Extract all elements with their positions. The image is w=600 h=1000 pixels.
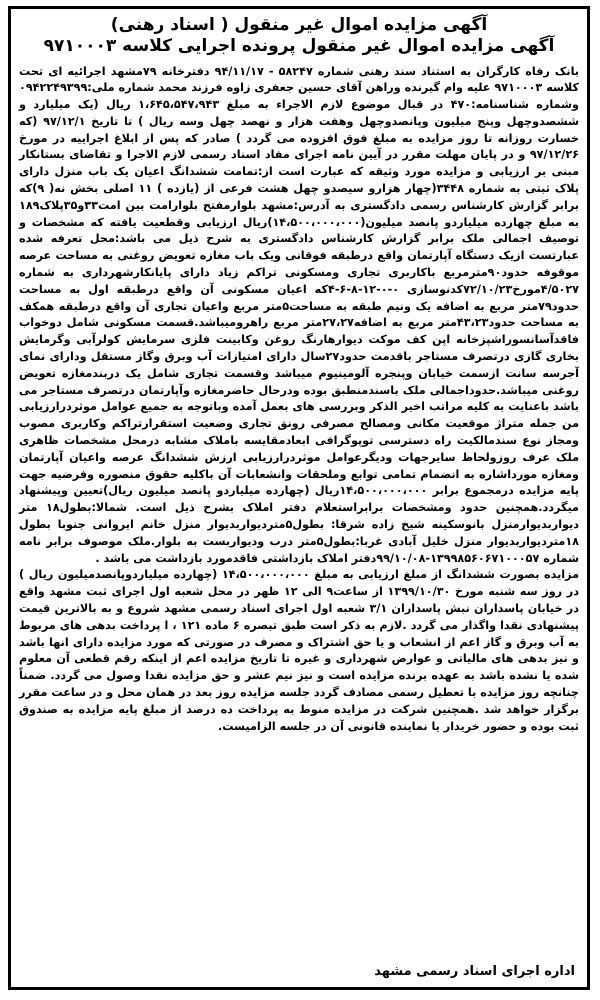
notice-box (8, 6, 590, 990)
notice-title-line-1: آگهی مزایده اموال غیر منقول ( اسناد رهنی) (110, 15, 488, 35)
notice-issuer: اداره اجرای اسناد رسمی مشهد (374, 964, 575, 979)
notice-paragraph-2: مزایده بصورت ششدانگ از مبلغ ارزیابی به مبلغ ۱۴،۵۰۰،۰۰۰،۰۰۰ (چهارده میلیاردوپانصدمیلیون ریال ) در روز سه شنبه مورخ ۱۳۹۹/۱۰/۳۰ از ساعت۹ الی ۱۲ ظهر در محل شعبه اول اجرای ثبت مشهد واقع در خیابان پاسداران نبش پاسداران ۳/۱ شعبه اول اجرای اسناد رسمی مشهد شروع و به بالاترین قیمت پیشنهادی نقدا واگذار می گردد .لازم به ذکر است طبق تبصره ۶ ماده ۱۲۱ ، ا پرداخت بدهی های مربوط به آب وبرق و گاز اعم از انشعاب و یا حق اشتراک و مصرف در صورتی که مورد مزایده دارای انها باشد و نیز بدهی های مالیاتی و عوارض شهرداری و غیره تا تاریخ مزایده اعم از اینکه رقم قطعی آن معلوم شده یا نشده باشد به عهده برنده مزایده است و نیز نیم عشر و حق مزایده نقدا وصول می گردد. ضمناً چنانچه روز مزایده با تعطیل رسمی مصادف گردد جلسه مزایده روز بعد در همان محل و در ساعت مقرر برگزار خواهد شد .همچنین شرکت در مزایده منوط به پرداخت ده درصد از مبلغ پایه مزایده به صندوق ثبت بوده و حضور خریدار یا نماینده قانونی آن در جلسه الزامیست. (19, 568, 579, 733)
notice-title-line-2: آگهی مزایده اموال غیر منقول پرونده اجرایی کلاسه ۹۷۱۰۰۰۳ (43, 36, 555, 57)
notice-paragraph-1: بانک رفاه کارگران به استناد سند رهنی شماره ۵۸۲۴۷ - ۹۴/۱۱/۱۷ دفترخانه ۷۹مشهد اجرائیه ای تحت کلاسه ۹۷۱۰۰۰۳ علیه وام گیرنده وراهن آقای حسین جعفری زاوه فرزند محمد شماره ملی:۰۹۴۲۲۴۹۳۹۹ وشماره شناسنامه:۴۷۰ در قبال موضوع لازم الاجراء به مبلغ ۱،۶۴۵،۵۴۷،۹۴۳ ریال (یک میلیارد و ششصدوچهل وپنج میلیون وپانصدوچهل وهفت هزار و نهصد چهل وسه ریال ) تا تاریخ ۹۷/۱۲/۱ (که خسارت روزانه تا روز مزایده به مبلغ فوق افزوده می گردد ) صادر که پس از ابلاغ اجراییه در مورخ ۹۷/۱۲/۲۶ و در پایان مهلت مقرر در آیین نامه اجرای مفاد اسناد رسمی لازم الاجرا و تقاضای بستانکار مبنی بر ارزیابی و مزایده مورد وثیقه که عبارت است از:تمامت ششدانگ اعیان یک باب منزل دارای پلاک ثبتی به شماره ۳۴۴۸(چهار هزارو سیصدو چهل هشت فرعی از (یازده ) ۱۱ اصلی بخش نه( ۹)که برابر گزارش کارشناس رسمی دادگستری به آدرس:مشهد بلوارمفتح بلوارامت بین امت۳۳و۳۵پلاک۱۸۹ به مبلغ چهارده میلیاردو پانصد میلیون(۱۴،۵۰۰،۰۰۰،۰۰۰)ریال ارزیابی وقطعیت یافته که مشخصات و توصیف اجمالی ملک برابر گزارش کارشناس دادگستری به شرح ذیل می باشد:محل تعرفه شده عبارتست ازیک دستگاه آپارتمان واقع درطبقه فوقانی ویک باب مغازه تعویض روغنی به مساحت عرصه موقوفه حدود۹۰مترمربع باکاربری تجاری ومسکونی تراکم زیاد دارای پایانکارشهرداری به شماره ۴/۵۰۲۷مورخ۷۲/۱۰/۲۳کدنوسازی ۰-۰-۱۲-۸-۶-۴که اعیان مسکونی آن واقع درطبقه اول به مساحت حدود۷۹متر مربع به اضافه یک ونیم طبقه به مساحت۵متر مربع واعیان تجاری آن واقع درطبقه همکف به مساحت حدود۴۳،۲۳متر مربع به اضافه۲۷،۲۷متر مربع راهرومیباشد.قسمت مسکونی شامل دوخواب فاقدآسانسوراشپزخانه اپن کف موکت دیوارهارنگ روغن وکابینت فلزی سرمایش کولرآبی وگرمایش بخاری گازی درتصرف مستاجر باقدمت حدود۲۷سال دارای امتیازات آب وبرق وگاز مستقل ودارای نمای آجرسه سانت ازسمت خیابان وپنجره آلومینیوم میباشد وقسمت تجاری شامل یک دربندمغازه تعویض روغنی میباشد.حدوداجمالی ملک باسندمنطبق بوده ودرحال حاضرمغازه وآپارتمان درتصرف مستاجر می باشد باعنایت به کلیه مراتب اخیر الذکر وبررسی های بعمل آمده وباتوجه به جمیع عوامل موثردرارزیابی من جمله متراژ موقعیت مکانی ومصالح مصرفی رونق تجاری وضعیت استقرارتراکم وکاربری مصوب ومجاز نوع سندمالکیت راه دسترسی توپوگرافی ابعادمقایسه باملاک مشابه درمحل مشخصات ظاهری ملک عرف روزولحاظ سایرجهات ودیگرعوامل موثردرارزیابی ارزش ششدانگ عرصه واعیان آپارتمان ومغازه مورداشاره به انضمام تمامی توابع وملحقات وانشعابات آن باکلیه حقوق منصوره وفرضیه جهت پایه مزایده درمجموع برابر ۱۴،۵۰۰،۰۰۰،۰۰۰ریال (چهارده میلیاردو پانصد میلیون ریال)تعیین وپیشنهاد میگردد.همچنین حدود ومشخصات برابراستعلام دفتر املاک بشرح ذیل است. شمالا:بطول۱۸ متر دیواربدیوارمنزل بانوسکینه شیخ زاده شرقا: بطول۵متردیواربدیوار منزل خانم ایروانی جنوبا بطول ۱۸متردیواربدیوار منزل خلیل آبادی غربا:بطول۵متر درب ودیواربست به بلوار.ملک موصوف برابر نامه شماره ۱۳۹۹۸۵۶۰۶۷۱۰۰۰۵۷-۹۹/۱۰/۰۸دفتر املاک بازداشتی فاقدمورد بازداشت می باشد . (19, 64, 580, 565)
